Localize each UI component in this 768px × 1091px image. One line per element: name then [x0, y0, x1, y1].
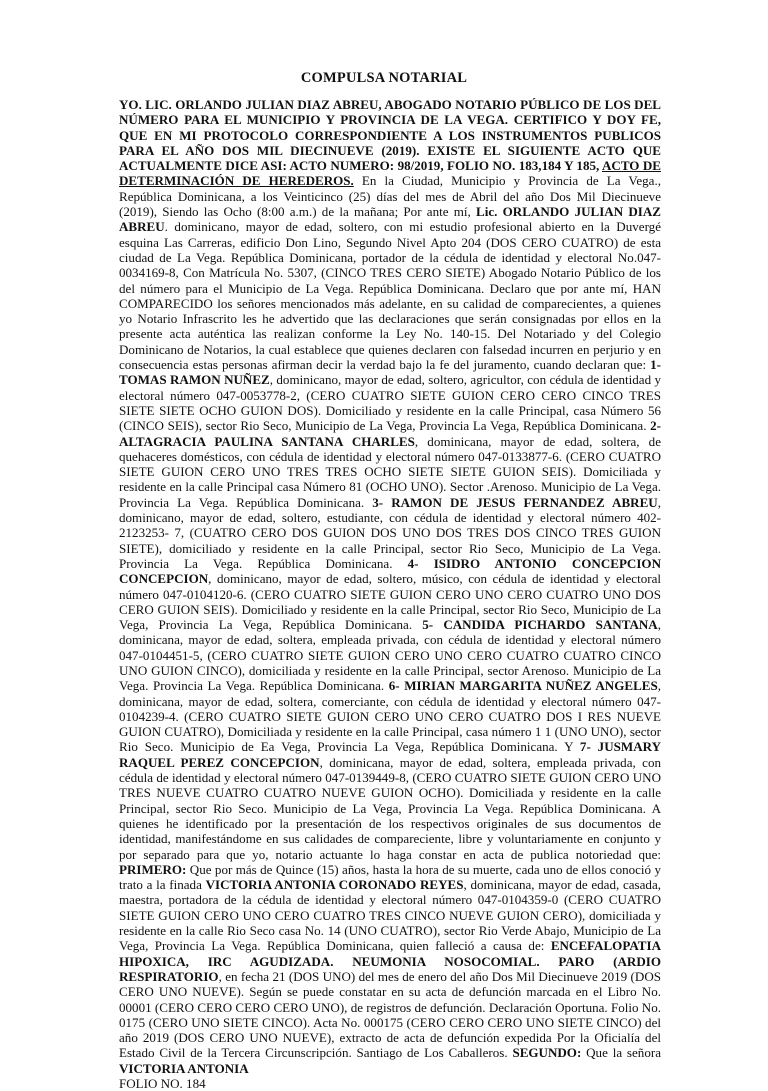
text-segment: , dominicano, mayor de edad, soltero, estudiante, con cédula de identidad y electoral número 402-2123253- 7, (CUATRO CERO DOS GUION DOS UNO DOS TRES DOS CINCO TRES GUION SIETE), domiciliado y residente en la calle Principal, sector Rio Seco, Municipio de La Vega. Provincia La Vega. República Dominicana. [119, 494, 661, 571]
bold-text-segment: ENCEFALOPATIA HIPOXICA, IRC AGUDIZADA. NEUMONIA NOSOCOMIAL. PARO (ARDIO RESPIRATORIO [119, 938, 661, 984]
document-title: COMPULSA NOTARIAL [300, 70, 468, 86]
text-segment: , dominicana, mayor de edad, soltera, empleada privada, con cédula de identidad y electoral número 047-0139449-8, (CERO CUATRO SIETE GUION CERO UNO TRES NUEVE CUATRO CUATRO NUEVE GUION OCHO). Domiciliada y residente en la calle Principal, sector Rio Seco. Municipio de La Vega, Provincia La Vega. República Dominicana. A quienes he identificado por la presentación de los respectivos originales de sus documentos de identidad, manifestándome en sus calidades de compareciente, libre y voluntariamente en conjunto y por separado para que yo, notario actuante lo haga constar en acta de publica notoriedad que: [119, 754, 662, 862]
text-segment: , en fecha 21 (DOS UNO) del mes de enero del año Dos Mil Diecinueve 2019 (DOS CERO UNO NUEVE). Según se puede constatar en su acta de defunción marcada en el Libro No. 00001 (CERO CERO CERO CERO UNO), de registros de defunción. Declaración Oportuna. Folio No. 0175 (CERO UNO SIETE CINCO). Acta No. 000175 (CERO CERO CERO UNO SIETE CINCO) del año 2019 (DOS CERO UNO NUEVE), extracto de acta de defunción expedida Por la Oficialía del Estado Civil de la Tercera Circunscripción. Santiago de Los Caballeros. [119, 968, 661, 1061]
bold-text-segment: 6- MIRIAN MARGARITA NUÑEZ ANGELES [388, 678, 658, 694]
bold-text-segment: PRIMERO: [119, 861, 187, 877]
body-paragraph [119, 97, 661, 1076]
text-segment: , dominicano, mayor de edad, soltero, agricultor, con cédula de identidad y electoral número 047-0053778-2, (CERO CUATRO SIETE GUION CERO CERO CINCO TRES SIETE SIETE OCHO GUION DOS). Domiciliado y residente en la calle Principal, casa Número 56 (CINCO SEIS), sector Rio Seco, Municipio de La Vega, Provincia La Vega, República Dominicana. [119, 372, 662, 434]
text-segment: , dominicana, mayor de edad, soltera, comerciante, con cédula de identidad y electoral número 047-0104239-4. (CERO CUATRO SIETE GUION CERO UNO CERO CUATRO DOS I RES NUEVE GUION CUATRO), Domiciliada y residente en la calle Principal, casa número 1 1 (UNO UNO), sector Rio Seco. Municipio de Ea Vega, Provincia La Vega, República Dominicana. Y [119, 678, 661, 755]
bold-text-segment: 2- ALTAGRACIA PAULINA SANTANA CHARLES [119, 418, 661, 449]
bold-text-segment: YO. LIC. ORLANDO JULIAN DIAZ ABREU, ABOGADO NOTARIO PÚBLICO DE LOS DEL NÚMERO PARA EL MUNICIPIO Y PROVINCIA DE LA VEGA. CERTIFICO Y DOY FE, QUE EN MI PROTOCOLO CORRESPONDIENTE A LOS INSTRUMENTOS PUBLICOS PARA EL AÑO DOS MIL DIECINUEVE (2019). EXISTE EL SIGUIENTE ACTO QUE ACTUALMENTE DICE ASI: ACTO NUMERO: 98/2019, FOLIO NO. 183,184 Y 185, [119, 97, 661, 174]
bold-text-segment: 1- TOMAS RAMON NUÑEZ [119, 357, 661, 388]
text-segment: Que por más de Quince (15) años, hasta la hora de su muerte, cada uno de ellos conoció y trato a la finada [119, 861, 661, 893]
bold-text-segment: VICTORIA ANTONIA [119, 1060, 249, 1076]
text-segment: , dominicano, mayor de edad, soltero, músico, con cédula de identidad y electoral número 047-0104120-6. (CERO CUATRO SIETE GUION CERO UNO CERO CUATRO UNO DOS CERO GUION SEIS). Domiciliado y residente en la calle Principal, sector Rio Seco, Municipio de La Vega, Provincia La Vega, República Dominicana. [119, 571, 661, 633]
document-body [119, 97, 661, 1091]
text-segment: Que la señora [581, 1045, 661, 1061]
text-segment: , dominicana, mayor de edad, casada, maestra, portadora de la cédula de identidad y electoral número 047-0104359-0 (CERO CUATRO SIETE GUION CERO UNO CERO CUATRO TRES CINCO NUEVE GUION CERO), domiciliada y residente en la calle Rio Seco casa No. 14 (UNO CUATRO), sector Rio Verde Abajo, Municipio de La Vega, Provincia La Vega. República Dominicana, quien falleció a causa de: [119, 877, 661, 954]
underlined-text: ACTO DE DETERMINACIÓN DE HEREDEROS. [119, 158, 661, 189]
bold-text-segment: 3- RAMON DE JESUS FERNANDEZ ABREU [372, 494, 658, 510]
bold-text-segment: VICTORIA ANTONIA CORONADO REYES [205, 877, 464, 893]
text-segment: , dominicana, mayor de edad, soltera, empleada privada, con cédula de identidad y electoral número 047-0104451-5, (CERO CUATRO SIETE GUION CERO UNO CERO CUATRO CUATRO CINCO UNO GUION CINCO), domiciliada y residente en la calle Principal, sector Arenoso. Municipio de La Vega. Provincia La Vega. República Dominicana. [119, 617, 661, 694]
bold-text-segment: 5- CANDIDA PICHARDO SANTANA [422, 617, 658, 633]
text-segment: , dominicana, mayor de edad, soltera, de quehaceres domésticos, con cédula de identidad y electoral número 047-0133877-6. (CERO CUATRO SIETE GUION CERO UNO TRES TRES OCHO SIETE SIETE GUION SEIS). Domiciliada y residente en la calle Principal casa Número 81 (OCHO UNO). Sector .Arenoso. Municipio de La Vega. Provincia La Vega. República Dominicana. [119, 433, 661, 510]
bold-text-segment: 4- ISIDRO ANTONIO CONCEPCION CONCEPCION [119, 555, 661, 587]
bold-text-segment: 7- JUSMARY RAQUEL PEREZ CONCEPCION [119, 739, 662, 770]
bold-text-segment: SEGUNDO: [512, 1045, 582, 1061]
text-segment: En la Ciudad, Municipio y Provincia de La Vega., República Dominicana, a los Veinticinco (25) días del mes de Abril del año Dos Mil Diecinueve (2019), Siendo las Ocho (8:00 a.m.) de la mañana; Por ante mí, [119, 173, 661, 220]
text-segment: . dominicano, mayor de edad, soltero, con mi estudio profesional abierto en la Duvergé esquina Las Carreras, edificio Don Lino, Segundo Nivel Apto 204 (DOS CERO CUATRO) de esta ciudad de La Vega. República Dominicana, portador de la cédula de identidad y electoral No.047-0034169-8, Con Matrícula No. 5307, (CINCO TRES CERO SIETE) Abogado Notario Público de los del número para el Municipio de La Vega. República Dominicana. Declaro que por ante mí, HAN COMPARECIDO los señores mencionados más adelante, en su calidad de comparecientes, a quienes yo Notario Infrascrito les he advertido que las declaraciones que serán consignadas por ellos en la presente acta auténtica las realizan conforme la Ley No. 140-15. Del Notariado y del Colegio Dominicano de Notarios, la cual establece que quienes declaren con falsedad incurren en perjurio y en consecuencia estas personas afirman decir la verdad bajo la fe del juramento, cuando declaran que: [119, 219, 661, 373]
bold-text-segment: Lic. ORLANDO JULIAN DIAZ ABREU [119, 204, 661, 235]
folio-footer: FOLIO NO. 184 [119, 1076, 206, 1091]
